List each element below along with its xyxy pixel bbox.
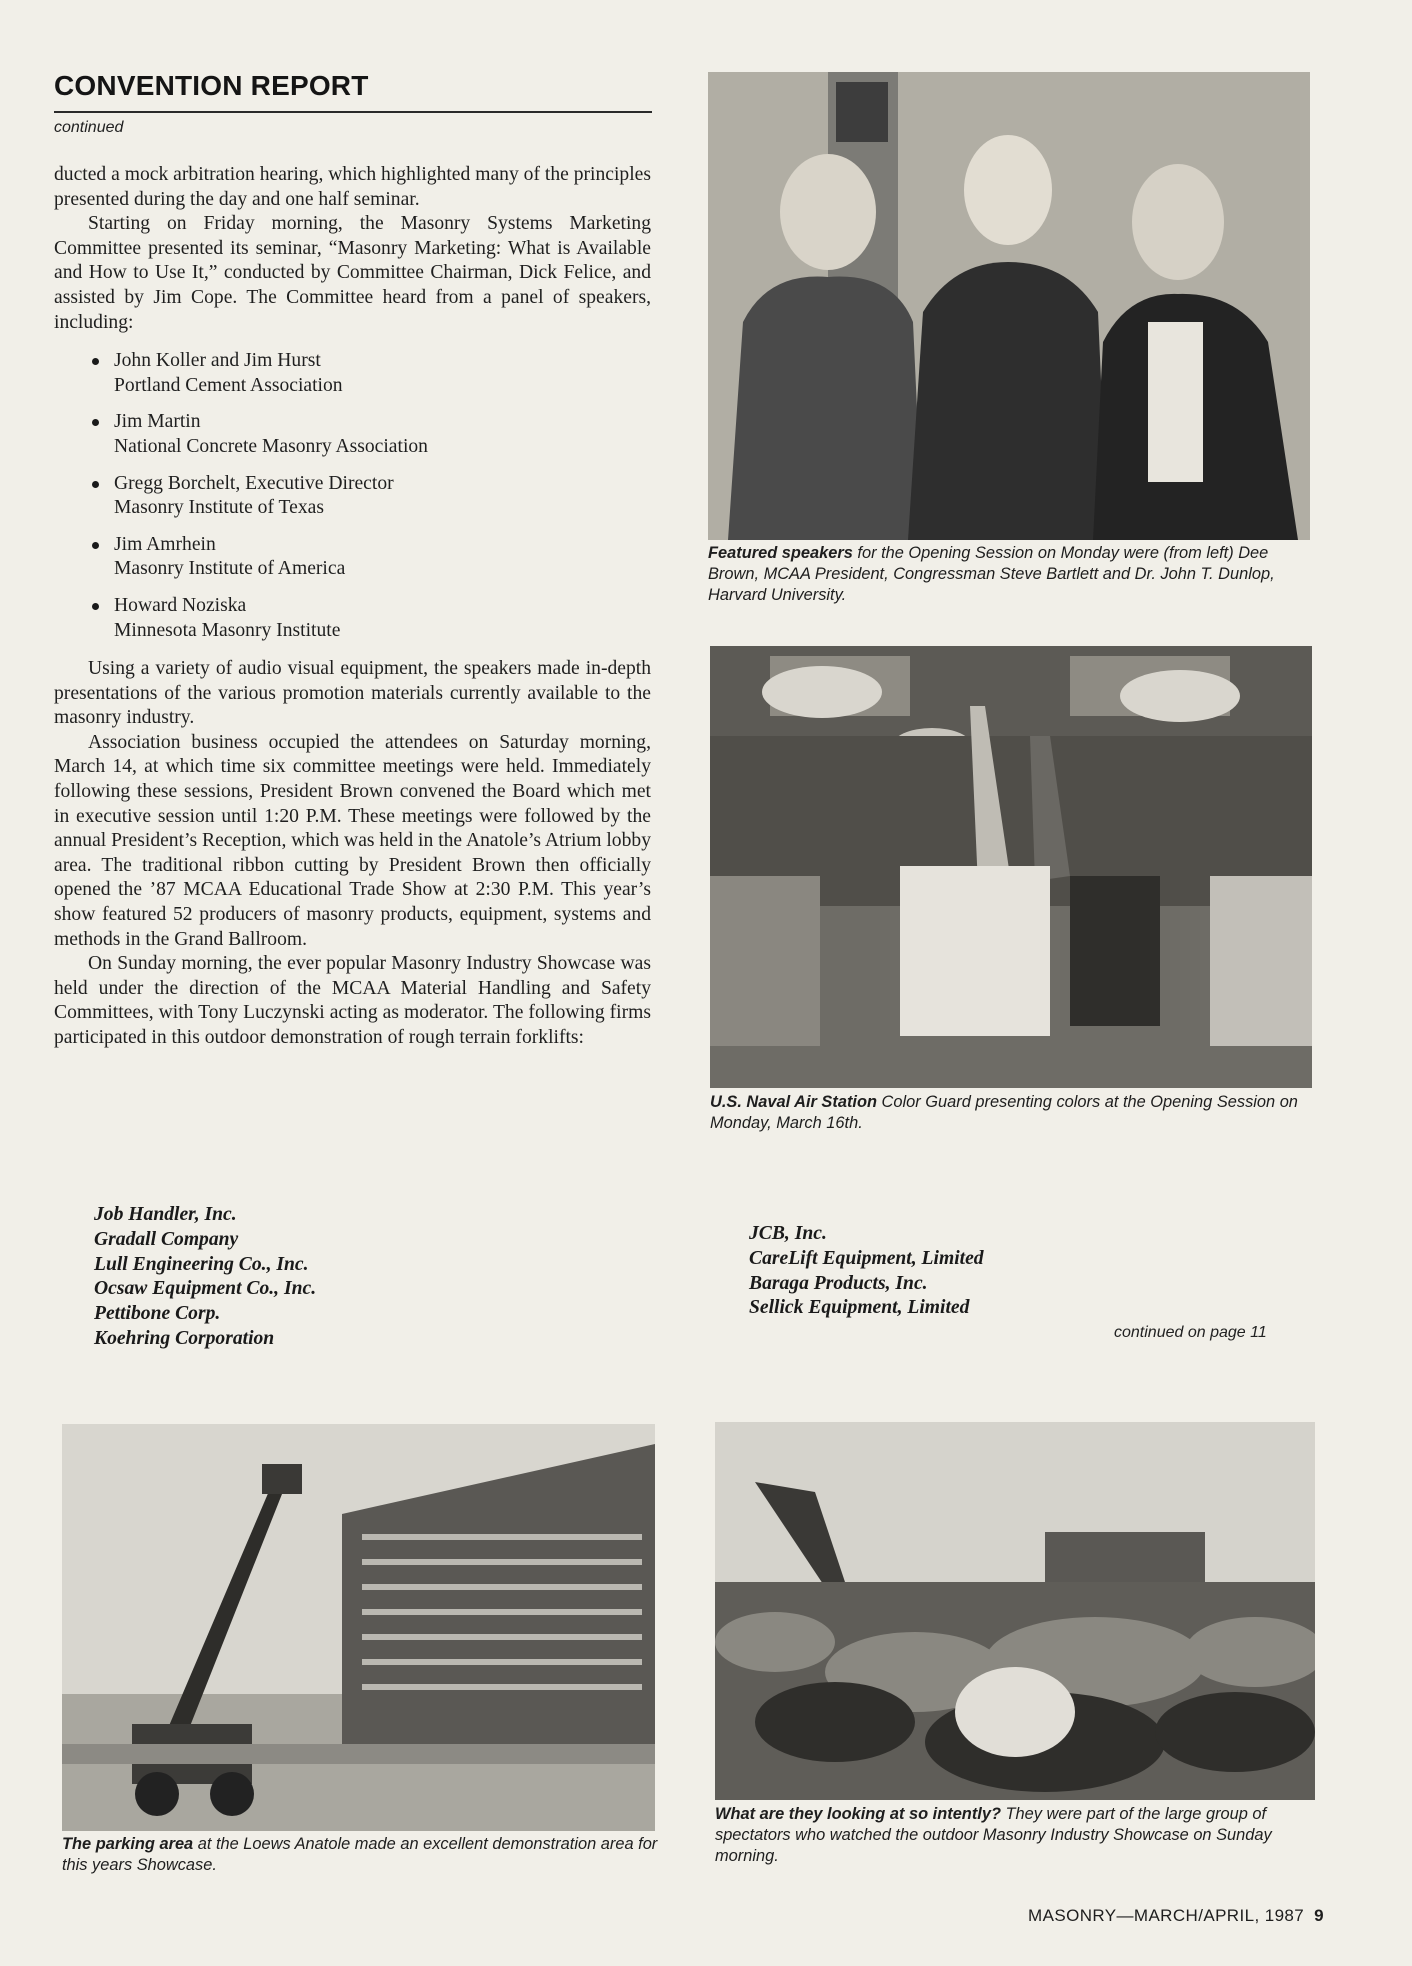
firm-name: JCB, Inc. <box>749 1223 827 1244</box>
spectators-photo-caption <box>715 1804 1315 1867</box>
speaker-organization: Masonry Institute of America <box>114 558 346 580</box>
page-number: 9 <box>1314 1906 1324 1925</box>
speaker-organization: Portland Cement Association <box>114 374 343 396</box>
firm-name: CareLift Equipment, Limited <box>749 1247 984 1269</box>
speaker-list <box>54 349 651 643</box>
firm-name: Koehring Corporation <box>94 1327 275 1349</box>
firm-name: Ocsaw Equipment Co., Inc. <box>94 1278 317 1300</box>
parking-photo-caption <box>62 1834 662 1876</box>
firm-name: Gradall Company <box>94 1228 239 1250</box>
speaker-list-item <box>88 349 651 398</box>
caption-text: at the Loews Anatole made an excellent demonstration area for this years Showcase. <box>62 1835 658 1874</box>
continued-on-page-label: continued on page 11 <box>1114 1324 1267 1341</box>
speaker-list-item <box>88 472 651 521</box>
article-paragraph-4: Association business occupied the attendees on Saturday morning, March 14, at which time six committee meetings were held. Immediately following these sessions, President Brown convened the Board which met in executive session until 1:20 P.M. These meetings were followed by the annual President’s Reception, which was held in the Anatole’s Atrium lobby area. The traditional ribbon cutting by President Brown then officially opened the ’87 MCAA Educational Trade Show at 2:30 P.M. This year’s show featured 52 producers of masonry products, equipment, systems and methods in the Grand Ballroom. <box>54 731 651 950</box>
firm-name: Baraga Products, Inc. <box>749 1272 928 1294</box>
firm-name: Sellick Equipment, Limited <box>749 1297 970 1319</box>
caption-lead: U.S. Naval Air Station <box>710 1093 877 1111</box>
speaker-list-item <box>88 533 651 582</box>
firm-name: Lull Engineering Co., Inc. <box>94 1253 309 1275</box>
spectators-photo <box>715 1422 1315 1800</box>
caption-text: for the Opening Session on Monday were (from left) Dee Brown, MCAA President, Congressman Steve Bartlett and Dr. John T. Dunlop, Harvard University. <box>708 544 1275 604</box>
speaker-name: Howard Noziska <box>114 594 247 616</box>
firms-list-right <box>749 1222 984 1321</box>
speaker-organization: Minnesota Masonry Institute <box>114 619 341 641</box>
publication-name: MASONRY—MARCH/APRIL, 1987 <box>1028 1906 1305 1925</box>
page-title: CONVENTION REPORT <box>54 70 369 101</box>
article-paragraph-5: On Sunday morning, the ever popular Masonry Industry Showcase was held under the direction of the MCAA Material Handling and Safety Committees, with Tony Luczynski acting as moderator. The following firms participated in this outdoor demonstration of rough terrain forklifts: <box>54 953 651 1048</box>
parking-area-photo <box>62 1424 655 1831</box>
article-paragraph-1: ducted a mock arbitration hearing, which highlighted many of the principles presented during the day and one half seminar. <box>54 164 651 210</box>
speakers-photo <box>708 72 1310 540</box>
caption-lead: Featured speakers <box>708 544 853 562</box>
firms-list-left <box>94 1203 316 1352</box>
caption-lead: What are they looking at so intently? <box>715 1805 1001 1823</box>
article-body <box>54 163 651 1051</box>
article-paragraph-3: Using a variety of audio visual equipment, the speakers made in-depth presentations of the various promotion materials currently available to the masonry industry. <box>54 658 651 729</box>
speaker-name: Jim Amrhein <box>114 533 216 555</box>
speaker-name: John Koller and Jim Hurst <box>114 350 321 372</box>
speakers-photo-caption <box>708 543 1310 606</box>
article-paragraph-2: Starting on Friday morning, the Masonry Systems Marketing Committee presented its seminar, “Masonry Marketing: What is Available and How to Use It,” conducted by Committee Chairman, Dick Felice, and assisted by Jim Cope. The Committee heard from a panel of speakers, including: <box>54 213 651 333</box>
caption-text: They were part of the large group of spectators who watched the outdoor Masonry Industry Showcase on Sunday morning. <box>715 1805 1272 1865</box>
speaker-organization: National Concrete Masonry Association <box>114 435 428 457</box>
firm-name: Job Handler, Inc. <box>94 1204 237 1225</box>
caption-lead: The parking area <box>62 1835 194 1853</box>
speaker-name: Jim Martin <box>114 411 201 433</box>
speaker-list-item <box>88 594 651 643</box>
page-footer <box>1028 1906 1324 1926</box>
color-guard-photo-caption <box>710 1092 1312 1134</box>
caption-text: Color Guard presenting colors at the Opening Session on Monday, March 16th. <box>710 1093 1298 1132</box>
speaker-organization: Masonry Institute of Texas <box>114 497 324 519</box>
title-rule <box>54 111 652 113</box>
firm-name: Pettibone Corp. <box>94 1303 221 1325</box>
speaker-list-item <box>88 410 651 459</box>
color-guard-photo <box>710 646 1312 1088</box>
speaker-name: Gregg Borchelt, Executive Director <box>114 472 394 494</box>
continued-label: continued <box>54 119 124 136</box>
